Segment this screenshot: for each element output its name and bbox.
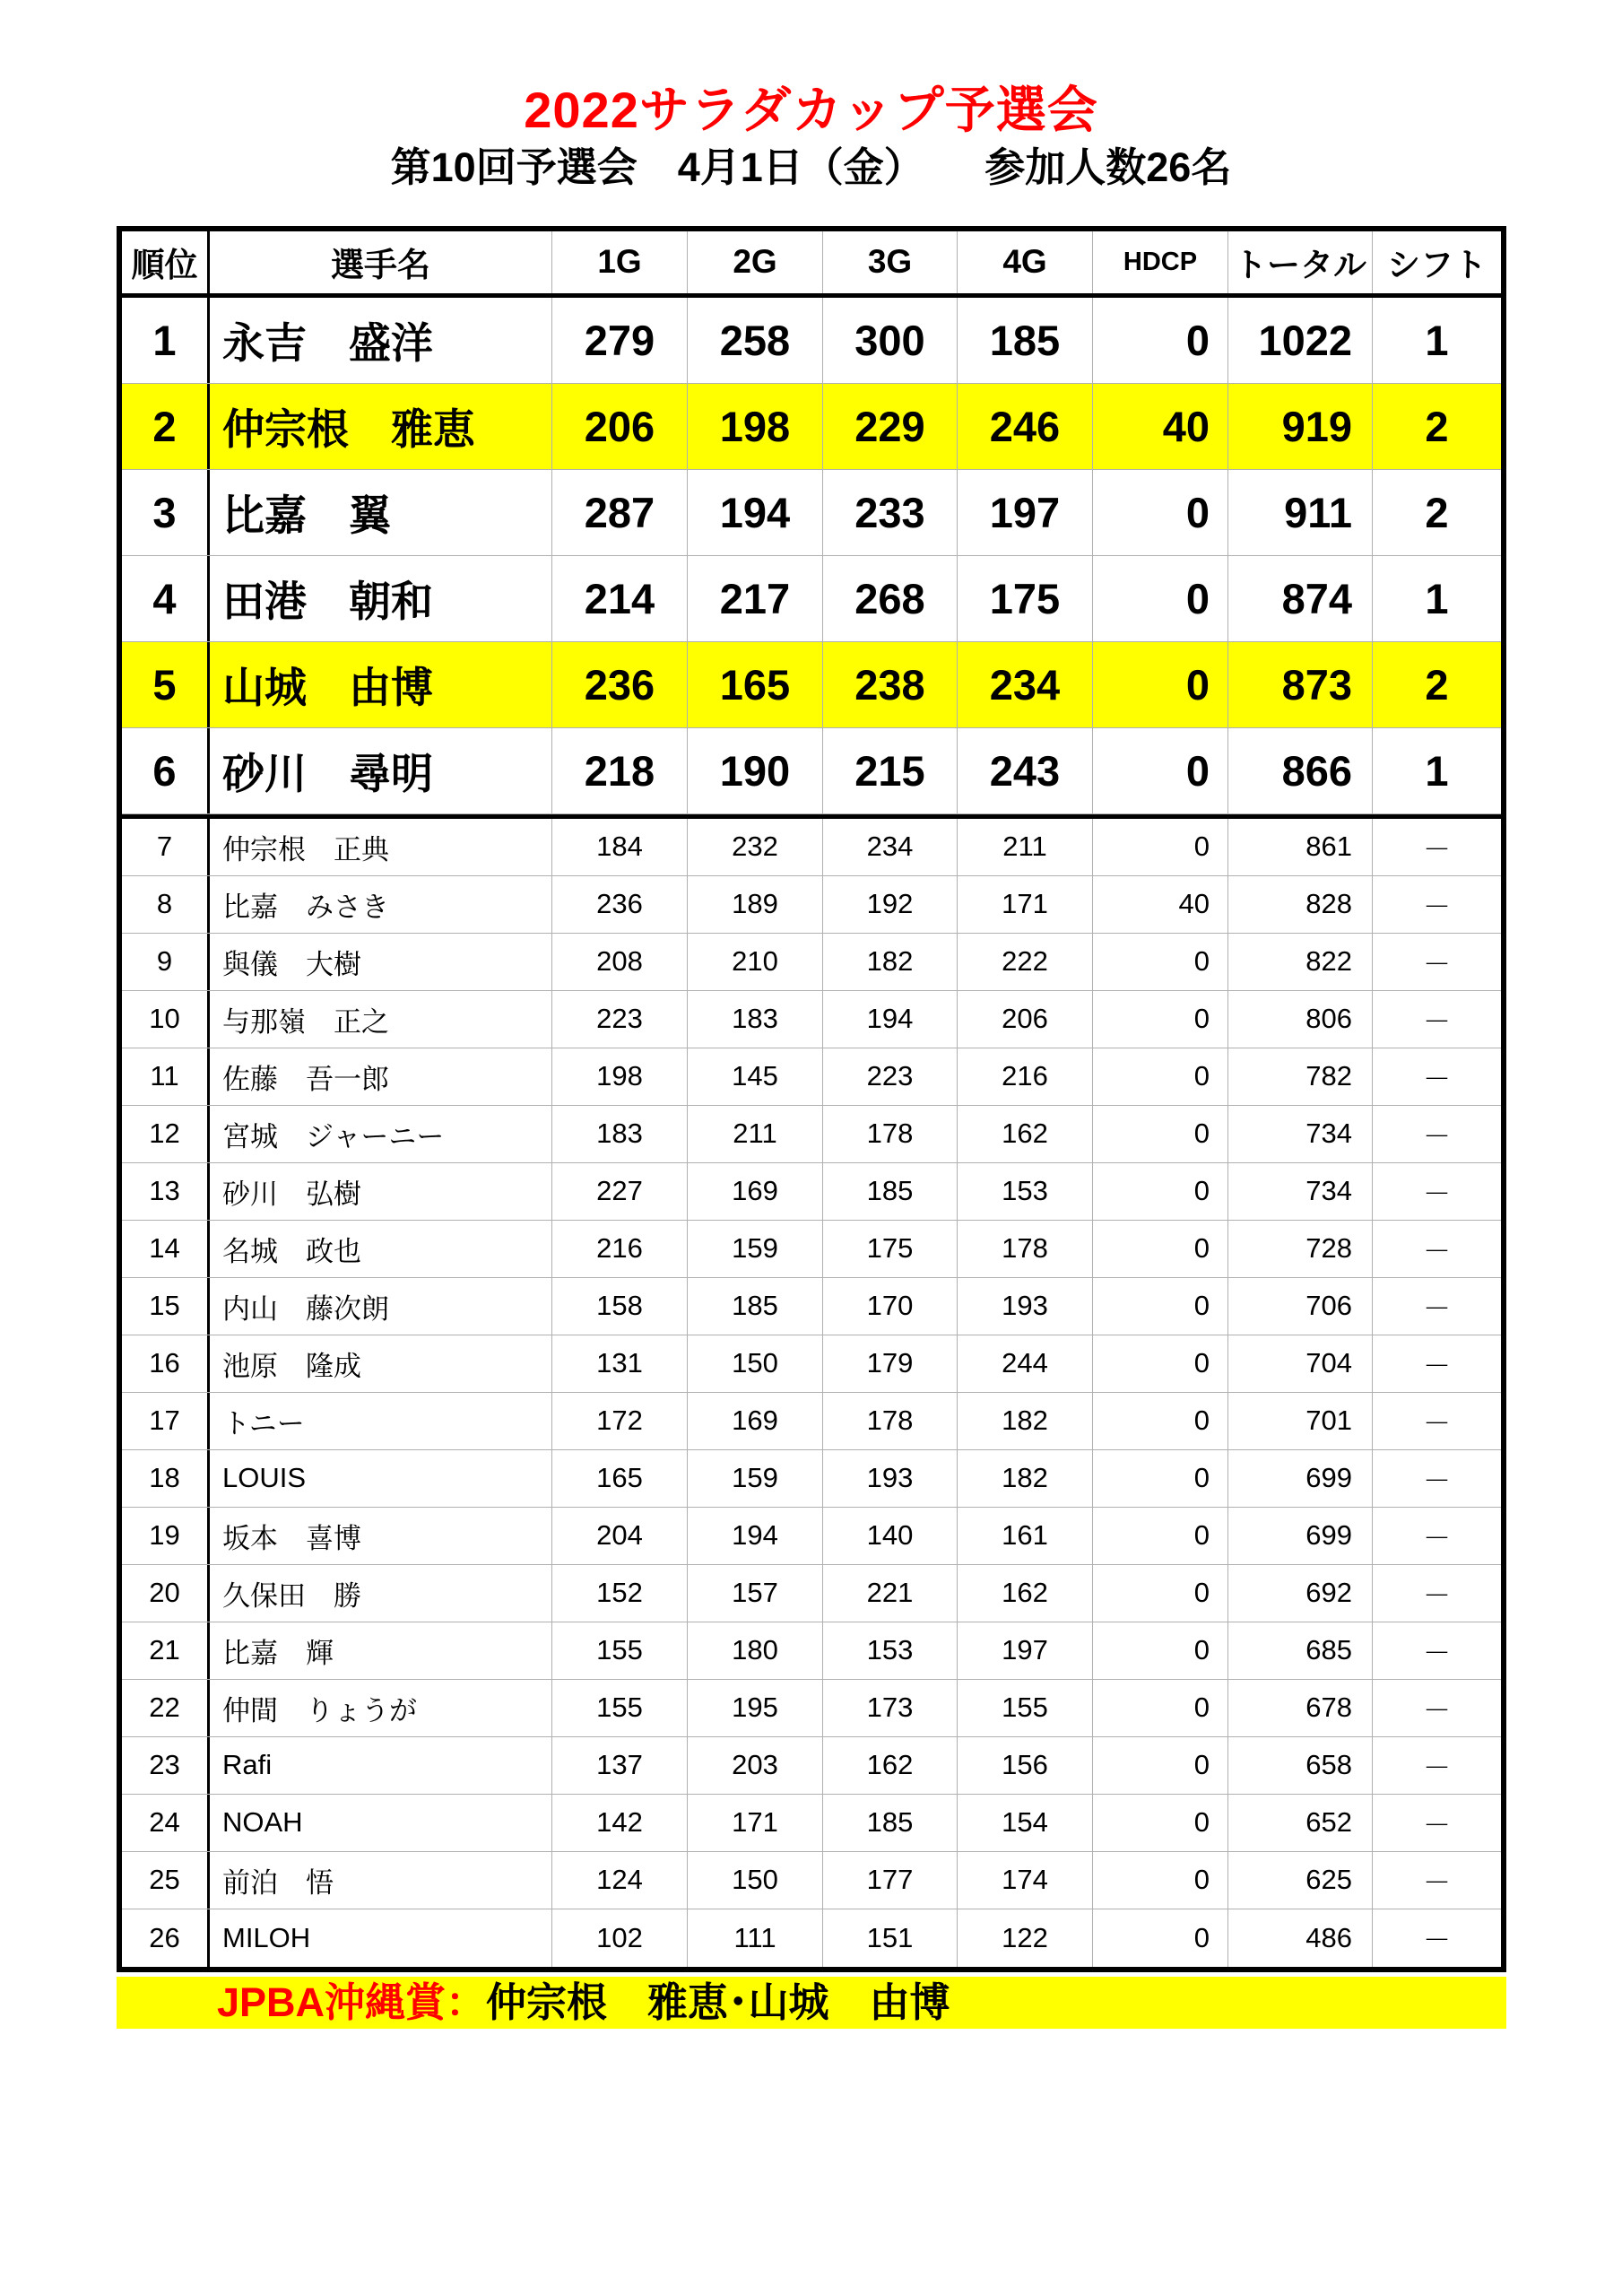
g3-cell: 153 — [823, 1622, 958, 1679]
total-cell: 728 — [1228, 1221, 1373, 1277]
g4-cell: 122 — [958, 1909, 1093, 1967]
g1-cell: 216 — [552, 1221, 688, 1277]
table-row — [122, 1221, 1501, 1278]
table-row — [122, 384, 1501, 470]
rank-cell: 21 — [122, 1622, 210, 1679]
shift-cell: － — [1423, 1579, 1451, 1612]
g3-cell: 140 — [823, 1508, 958, 1564]
g3-cell: 175 — [823, 1221, 958, 1277]
g1-cell: 214 — [552, 556, 688, 641]
total-cell: 911 — [1228, 470, 1373, 555]
col-header-g1: 1G — [552, 231, 688, 293]
hdcp-cell: 40 — [1093, 384, 1228, 469]
table-row — [122, 1450, 1501, 1508]
table-row — [122, 991, 1501, 1048]
name-cell: 佐藤 吾一郎 — [210, 1048, 552, 1105]
table-row — [122, 1622, 1501, 1680]
col-header-shift: シフト — [1387, 247, 1487, 284]
g2-cell: 171 — [688, 1795, 823, 1851]
g2-cell: 150 — [688, 1335, 823, 1392]
table-body — [122, 298, 1501, 1967]
page-title: 2022サラダカップ予選会 — [524, 82, 1098, 138]
g3-cell: 173 — [823, 1680, 958, 1736]
shift-cell: － — [1423, 1522, 1451, 1554]
hdcp-cell: 0 — [1093, 1163, 1228, 1220]
total-cell: 699 — [1228, 1508, 1373, 1564]
hdcp-cell: 0 — [1093, 1622, 1228, 1679]
rank-cell: 20 — [122, 1565, 210, 1622]
award-label: JPBA沖縄賞： — [217, 1979, 487, 2026]
hdcp-cell: 40 — [1093, 876, 1228, 933]
name-cell: Rafi — [210, 1737, 552, 1794]
hdcp-cell: 0 — [1093, 1393, 1228, 1449]
g4-cell: 161 — [958, 1508, 1093, 1564]
g4-cell: 182 — [958, 1393, 1093, 1449]
col-header-g2: 2G — [688, 231, 823, 293]
g2-cell: 183 — [688, 991, 823, 1048]
col-header-g4: 4G — [958, 231, 1093, 293]
table-header-row — [122, 231, 1501, 298]
shift-cell: － — [1423, 1292, 1451, 1325]
shift-cell: 2 — [1425, 660, 1449, 709]
table-row — [122, 1335, 1501, 1393]
rank-cell: 23 — [122, 1737, 210, 1794]
table-row — [122, 1393, 1501, 1450]
rank-cell: 26 — [122, 1909, 210, 1967]
g2-cell: 150 — [688, 1852, 823, 1909]
table-row — [122, 1048, 1501, 1106]
rank-cell: 19 — [122, 1508, 210, 1564]
name-cell: 山城 由博 — [210, 642, 552, 727]
g4-cell: 197 — [958, 470, 1093, 555]
g3-cell: 300 — [823, 298, 958, 383]
name-cell: 比嘉 翼 — [210, 470, 552, 555]
shift-cell: － — [1423, 1925, 1451, 1957]
hdcp-cell: 0 — [1093, 1737, 1228, 1794]
table-row — [122, 1737, 1501, 1795]
shift-cell: 2 — [1425, 402, 1449, 450]
rank-cell: 24 — [122, 1795, 210, 1851]
g2-cell: 194 — [688, 470, 823, 555]
table-row — [122, 1909, 1501, 1967]
name-cell: MILOH — [210, 1909, 552, 1967]
g1-cell: 152 — [552, 1565, 688, 1622]
g2-cell: 169 — [688, 1393, 823, 1449]
table-row — [122, 934, 1501, 991]
total-cell: 625 — [1228, 1852, 1373, 1909]
table-row — [122, 1106, 1501, 1163]
total-cell: 874 — [1228, 556, 1373, 641]
shift-cell: － — [1423, 1866, 1451, 1899]
g3-cell: 162 — [823, 1737, 958, 1794]
g1-cell: 236 — [552, 876, 688, 933]
name-cell: 内山 藤次朗 — [210, 1278, 552, 1335]
total-cell: 866 — [1228, 728, 1373, 813]
rank-cell: 6 — [122, 728, 210, 813]
shift-cell: － — [1423, 1637, 1451, 1669]
table-row — [122, 556, 1501, 642]
g1-cell: 124 — [552, 1852, 688, 1909]
total-cell: 806 — [1228, 991, 1373, 1048]
g3-cell: 151 — [823, 1909, 958, 1967]
rank-cell: 12 — [122, 1106, 210, 1162]
total-cell: 685 — [1228, 1622, 1373, 1679]
g2-cell: 211 — [688, 1106, 823, 1162]
total-cell: 704 — [1228, 1335, 1373, 1392]
g2-cell: 180 — [688, 1622, 823, 1679]
award-names: 仲宗根 雅恵･山城 由博 — [486, 1979, 950, 2026]
rank-cell: 15 — [122, 1278, 210, 1335]
rank-cell: 11 — [122, 1048, 210, 1105]
g1-cell: 227 — [552, 1163, 688, 1220]
g1-cell: 142 — [552, 1795, 688, 1851]
g3-cell: 193 — [823, 1450, 958, 1507]
table-row — [122, 1278, 1501, 1335]
name-cell: NOAH — [210, 1795, 552, 1851]
g3-cell: 185 — [823, 1163, 958, 1220]
g2-cell: 159 — [688, 1450, 823, 1507]
g2-cell: 217 — [688, 556, 823, 641]
name-cell: 坂本 喜博 — [210, 1508, 552, 1564]
table-row — [122, 1163, 1501, 1221]
rank-cell: 25 — [122, 1852, 210, 1909]
name-cell: 与那嶺 正之 — [210, 991, 552, 1048]
rank-cell: 3 — [122, 470, 210, 555]
g4-cell: 193 — [958, 1278, 1093, 1335]
g1-cell: 137 — [552, 1737, 688, 1794]
g4-cell: 174 — [958, 1852, 1093, 1909]
shift-cell: － — [1423, 1120, 1451, 1152]
name-cell: トニー — [210, 1393, 552, 1449]
name-cell: 砂川 弘樹 — [210, 1163, 552, 1220]
total-cell: 706 — [1228, 1278, 1373, 1335]
hdcp-cell: 0 — [1093, 1450, 1228, 1507]
rank-cell: 7 — [122, 819, 210, 875]
hdcp-cell: 0 — [1093, 934, 1228, 990]
g2-cell: 210 — [688, 934, 823, 990]
table-row — [122, 298, 1501, 384]
shift-cell: － — [1423, 833, 1451, 865]
g2-cell: 258 — [688, 298, 823, 383]
g3-cell: 177 — [823, 1852, 958, 1909]
g1-cell: 155 — [552, 1622, 688, 1679]
shift-cell: － — [1423, 1465, 1451, 1497]
g4-cell: 234 — [958, 642, 1093, 727]
name-cell: 池原 隆成 — [210, 1335, 552, 1392]
g3-cell: 229 — [823, 384, 958, 469]
g3-cell: 178 — [823, 1393, 958, 1449]
total-cell: 1022 — [1228, 298, 1373, 383]
g4-cell: 182 — [958, 1450, 1093, 1507]
total-cell: 486 — [1228, 1909, 1373, 1967]
hdcp-cell: 0 — [1093, 728, 1228, 813]
hdcp-cell: 0 — [1093, 1565, 1228, 1622]
total-cell: 701 — [1228, 1393, 1373, 1449]
total-cell: 734 — [1228, 1163, 1373, 1220]
g4-cell: 154 — [958, 1795, 1093, 1851]
rank-cell: 18 — [122, 1450, 210, 1507]
g4-cell: 175 — [958, 556, 1093, 641]
rank-cell: 22 — [122, 1680, 210, 1736]
g3-cell: 182 — [823, 934, 958, 990]
shift-cell: 1 — [1425, 316, 1449, 364]
g4-cell: 211 — [958, 819, 1093, 875]
table-row — [122, 876, 1501, 934]
g1-cell: 102 — [552, 1909, 688, 1967]
g3-cell: 268 — [823, 556, 958, 641]
col-header-g3: 3G — [823, 231, 958, 293]
g3-cell: 179 — [823, 1335, 958, 1392]
name-cell: 比嘉 みさき — [210, 876, 552, 933]
g3-cell: 192 — [823, 876, 958, 933]
table-row — [122, 1680, 1501, 1737]
shift-cell: － — [1423, 1694, 1451, 1726]
shift-cell: － — [1423, 948, 1451, 980]
g1-cell: 165 — [552, 1450, 688, 1507]
g1-cell: 236 — [552, 642, 688, 727]
col-header-rank: 順位 — [122, 231, 210, 293]
hdcp-cell: 0 — [1093, 991, 1228, 1048]
name-cell: 前泊 悟 — [210, 1852, 552, 1909]
name-cell: 與儀 大樹 — [210, 934, 552, 990]
hdcp-cell: 0 — [1093, 642, 1228, 727]
g1-cell: 208 — [552, 934, 688, 990]
g2-cell: 194 — [688, 1508, 823, 1564]
rank-cell: 17 — [122, 1393, 210, 1449]
g3-cell: 170 — [823, 1278, 958, 1335]
table-row — [122, 1795, 1501, 1852]
g4-cell: 178 — [958, 1221, 1093, 1277]
col-header-hdcp: HDCP — [1093, 231, 1228, 293]
g4-cell: 171 — [958, 876, 1093, 933]
rank-cell: 9 — [122, 934, 210, 990]
hdcp-cell: 0 — [1093, 470, 1228, 555]
rank-cell: 2 — [122, 384, 210, 469]
shift-cell: － — [1423, 1063, 1451, 1095]
g1-cell: 204 — [552, 1508, 688, 1564]
shift-cell: 2 — [1425, 488, 1449, 536]
total-cell: 919 — [1228, 384, 1373, 469]
g3-cell: 194 — [823, 991, 958, 1048]
g2-cell: 198 — [688, 384, 823, 469]
g2-cell: 169 — [688, 1163, 823, 1220]
g1-cell: 155 — [552, 1680, 688, 1736]
g1-cell: 198 — [552, 1048, 688, 1105]
g1-cell: 183 — [552, 1106, 688, 1162]
g3-cell: 178 — [823, 1106, 958, 1162]
name-cell: 宮城 ジャーニー — [210, 1106, 552, 1162]
total-cell: 822 — [1228, 934, 1373, 990]
hdcp-cell: 0 — [1093, 1852, 1228, 1909]
g4-cell: 185 — [958, 298, 1093, 383]
rank-cell: 5 — [122, 642, 210, 727]
total-cell: 873 — [1228, 642, 1373, 727]
g1-cell: 184 — [552, 819, 688, 875]
shift-cell: － — [1423, 1005, 1451, 1038]
name-cell: 永吉 盛洋 — [210, 298, 552, 383]
total-cell: 861 — [1228, 819, 1373, 875]
g3-cell: 223 — [823, 1048, 958, 1105]
name-cell: 砂川 尋明 — [210, 728, 552, 813]
g4-cell: 153 — [958, 1163, 1093, 1220]
g4-cell: 206 — [958, 991, 1093, 1048]
table-row — [122, 819, 1501, 876]
total-cell: 652 — [1228, 1795, 1373, 1851]
g2-cell: 165 — [688, 642, 823, 727]
name-cell: LOUIS — [210, 1450, 552, 1507]
results-table — [117, 226, 1506, 1972]
shift-cell: － — [1423, 1809, 1451, 1841]
hdcp-cell: 0 — [1093, 556, 1228, 641]
g1-cell: 206 — [552, 384, 688, 469]
g1-cell: 131 — [552, 1335, 688, 1392]
event-subtitle: 第10回予選会 4月1日（金） 参加人数26名 — [390, 144, 1232, 190]
table-row — [122, 1508, 1501, 1565]
g4-cell: 222 — [958, 934, 1093, 990]
rank-cell: 16 — [122, 1335, 210, 1392]
g3-cell: 234 — [823, 819, 958, 875]
hdcp-cell: 0 — [1093, 1909, 1228, 1967]
rank-cell: 14 — [122, 1221, 210, 1277]
name-cell: 名城 政也 — [210, 1221, 552, 1277]
hdcp-cell: 0 — [1093, 1278, 1228, 1335]
name-cell: 仲宗根 雅恵 — [210, 384, 552, 469]
rank-cell: 4 — [122, 556, 210, 641]
name-cell: 久保田 勝 — [210, 1565, 552, 1622]
g4-cell: 243 — [958, 728, 1093, 813]
total-cell: 699 — [1228, 1450, 1373, 1507]
g4-cell: 244 — [958, 1335, 1093, 1392]
g4-cell: 155 — [958, 1680, 1093, 1736]
g1-cell: 218 — [552, 728, 688, 813]
name-cell: 田港 朝和 — [210, 556, 552, 641]
name-cell: 仲間 りょうが — [210, 1680, 552, 1736]
g4-cell: 162 — [958, 1565, 1093, 1622]
g1-cell: 279 — [552, 298, 688, 383]
total-cell: 678 — [1228, 1680, 1373, 1736]
g4-cell: 246 — [958, 384, 1093, 469]
g3-cell: 238 — [823, 642, 958, 727]
total-cell: 692 — [1228, 1565, 1373, 1622]
hdcp-cell: 0 — [1093, 298, 1228, 383]
name-cell: 比嘉 輝 — [210, 1622, 552, 1679]
g2-cell: 185 — [688, 1278, 823, 1335]
g2-cell: 190 — [688, 728, 823, 813]
g1-cell: 158 — [552, 1278, 688, 1335]
g2-cell: 159 — [688, 1221, 823, 1277]
col-header-name: 選手名 — [210, 231, 552, 293]
total-cell: 658 — [1228, 1737, 1373, 1794]
total-cell: 734 — [1228, 1106, 1373, 1162]
g2-cell: 203 — [688, 1737, 823, 1794]
shift-cell: － — [1423, 1350, 1451, 1382]
shift-cell: 1 — [1425, 574, 1449, 622]
g2-cell: 111 — [688, 1909, 823, 1967]
g2-cell: 232 — [688, 819, 823, 875]
g3-cell: 215 — [823, 728, 958, 813]
rank-cell: 10 — [122, 991, 210, 1048]
shift-cell: － — [1423, 1178, 1451, 1210]
rank-cell: 13 — [122, 1163, 210, 1220]
g1-cell: 287 — [552, 470, 688, 555]
g1-cell: 172 — [552, 1393, 688, 1449]
g4-cell: 162 — [958, 1106, 1093, 1162]
table-row — [122, 470, 1501, 556]
table-row — [122, 728, 1501, 814]
g2-cell: 189 — [688, 876, 823, 933]
rank-cell: 8 — [122, 876, 210, 933]
g4-cell: 216 — [958, 1048, 1093, 1105]
shift-cell: 1 — [1425, 746, 1449, 795]
g4-cell: 156 — [958, 1737, 1093, 1794]
name-cell: 仲宗根 正典 — [210, 819, 552, 875]
rank-cell: 1 — [122, 298, 210, 383]
shift-cell: － — [1423, 1407, 1451, 1439]
shift-cell: － — [1423, 1235, 1451, 1267]
hdcp-cell: 0 — [1093, 1795, 1228, 1851]
hdcp-cell: 0 — [1093, 1106, 1228, 1162]
g1-cell: 223 — [552, 991, 688, 1048]
g4-cell: 197 — [958, 1622, 1093, 1679]
shift-cell: － — [1423, 891, 1451, 923]
hdcp-cell: 0 — [1093, 819, 1228, 875]
hdcp-cell: 0 — [1093, 1048, 1228, 1105]
g3-cell: 221 — [823, 1565, 958, 1622]
hdcp-cell: 0 — [1093, 1221, 1228, 1277]
award-banner — [117, 1977, 1506, 2029]
g3-cell: 185 — [823, 1795, 958, 1851]
shift-cell: － — [1423, 1752, 1451, 1784]
col-header-total: トータル — [1228, 231, 1373, 293]
hdcp-cell: 0 — [1093, 1680, 1228, 1736]
g2-cell: 145 — [688, 1048, 823, 1105]
table-row — [122, 642, 1501, 728]
g2-cell: 157 — [688, 1565, 823, 1622]
total-cell: 782 — [1228, 1048, 1373, 1105]
g2-cell: 195 — [688, 1680, 823, 1736]
hdcp-cell: 0 — [1093, 1508, 1228, 1564]
g3-cell: 233 — [823, 470, 958, 555]
table-row — [122, 1565, 1501, 1622]
total-cell: 828 — [1228, 876, 1373, 933]
table-row — [122, 1852, 1501, 1909]
hdcp-cell: 0 — [1093, 1335, 1228, 1392]
